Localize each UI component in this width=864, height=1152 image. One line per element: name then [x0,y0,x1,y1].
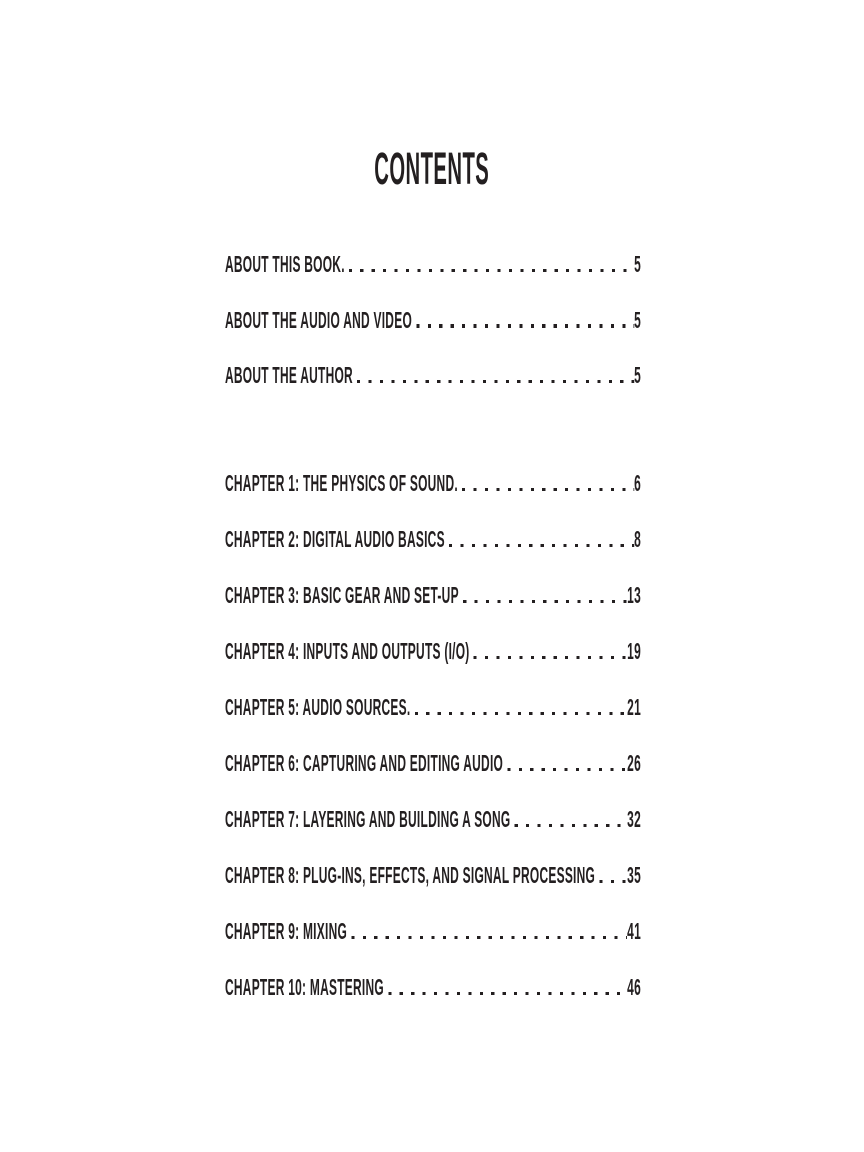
toc-entry-page: 19 [627,638,641,664]
toc-entry-page: 35 [627,862,641,888]
dot-leader [353,380,634,383]
toc-entry [225,470,641,496]
toc-entry-title: CHAPTER 4: INPUTS AND OUTPUTS (I/O) [225,638,470,664]
toc-entry-page: 13 [627,582,641,608]
page-title-text: CONTENTS [374,143,490,194]
toc-entry-page: 5 [634,306,641,333]
dot-leader [503,768,627,771]
toc-entry [225,750,641,776]
toc-entry-title: CHAPTER 6: CAPTURING AND EDITING AUDIO [225,750,504,776]
toc-entry-title: CHAPTER 2: DIGITAL AUDIO BASICS [225,526,445,552]
toc-entry [225,974,641,1000]
toc-entry [225,862,641,888]
dot-leader [384,992,627,995]
toc-entry [225,582,641,608]
toc-entry-page: 5 [634,362,641,388]
toc-entry [225,638,641,664]
toc-entry [225,694,641,720]
dot-leader [470,656,628,659]
dot-leader [510,824,627,827]
toc-entry-page: 6 [634,470,641,496]
dot-leader [445,544,634,547]
dot-leader [412,324,634,327]
toc-entry-page: 8 [634,526,641,552]
toc-entry-page: 46 [627,974,641,1000]
toc-entry-title: CHAPTER 9: MIXING [225,918,348,944]
toc-entry-title: CHAPTER 5: AUDIO SOURCES. [225,694,411,720]
toc-entry-title: ABOUT THE AUTHOR [225,362,353,388]
front-matter-group [225,251,641,388]
page-title [0,143,864,195]
dot-leader [347,936,627,939]
toc-entry-title: CHAPTER 8: PLUG-INS, EFFECTS, AND SIGNAL PROCESSING [225,862,596,888]
toc-entry-title: CHAPTER 10: MASTERING [225,974,384,1000]
toc-entry-title: ABOUT THE AUDIO AND VIDEO [225,306,413,333]
toc-entry-page: 32 [627,806,641,832]
toc-entry-title: CHAPTER 7: LAYERING AND BUILDING A SONG [225,806,511,832]
toc-entry [225,307,641,333]
toc-entry-page: 41 [627,918,641,944]
toc-entry-title: ABOUT THIS BOOK. [225,251,345,277]
chapters-group [225,470,641,1000]
toc-entry-page: 26 [627,750,641,776]
toc-entry-page: 5 [634,251,641,277]
toc-entry [225,362,641,388]
toc-entry [225,251,641,277]
toc-entry-page: 21 [627,694,641,720]
dot-leader [595,880,627,883]
dot-leader [458,488,634,491]
toc-entry [225,806,641,832]
toc-entry [225,918,641,944]
dot-leader [345,269,634,272]
dot-leader [410,712,627,715]
table-of-contents [225,251,641,1000]
toc-entry-title: CHAPTER 3: BASIC GEAR AND SET-UP [225,582,459,608]
toc-entry-title: CHAPTER 1: THE PHYSICS OF SOUND. [225,470,458,496]
dot-leader [459,600,627,603]
toc-entry [225,526,641,552]
